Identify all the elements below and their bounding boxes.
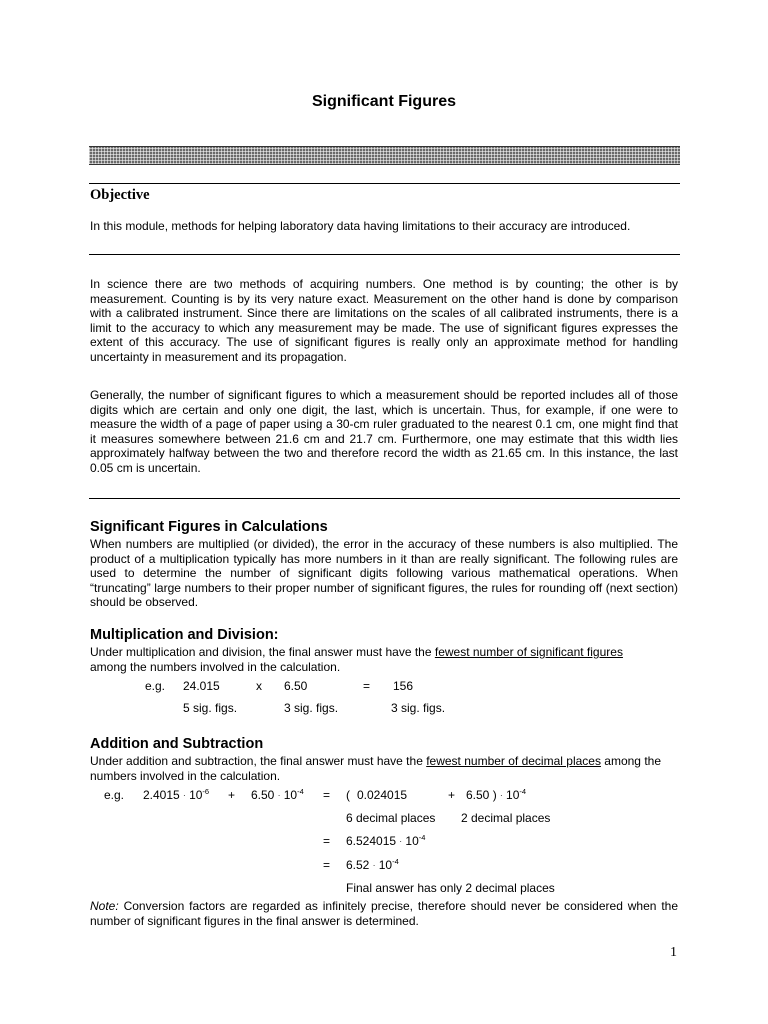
addition-heading: Addition and Subtraction [90, 736, 264, 752]
document-page: Significant Figures Objective In this module, methods for helping laboratory data having limitations to their accuracy are introduced. In science there are two methods of acquiring numbers. One method is by counting; the other is by measurement. Counting is by its very nature exact. Measurement on the other hand is done by comparison with a calibrated instrument. Since there are limitations on the scales of all calibrated instruments, there is a limit to the accuracy to which any measurement may be made. The use of significant figures expresses the extent of this accuracy. The use of significant figures is really only an approximate method for handling uncertainty in measurement and its propagation. Generally, the number of significant figures to which a measurement should be reported includes all of those digits which are certain and only one digit, the last, which is uncertain. Thus, for example, if one were to measure the width of a page of paper using a 30-cm ruler graduated to the nearest 0.1 cm, one might find that it measures somewhere between 21.6 cm and 21.7 cm. Furthermore, one may estimate that this width lies approximately halfway between the two and therefore record the width as 21.65 cm. In this instance, the last 0.05 cm is uncertain. Significant Figures in Calculations When numbers are multiplied (or divided), the error in the accuracy of these numbers is also multiplied. The product of a multiplication typically has more numbers in it than are really significant. The following rules are used to determine the number of significant digits following various mathematical operations. When “truncating” large numbers to their proper number of significant figures, the rules for rounding off (next section) should be observed. Multiplication and Division: Under multiplication and division, the final answer must have the fewest number of significant figures among the numbers involved in the calculation. e.g. 24.015 x 6.50 = 156 5 sig. figs. 3 sig. figs. 3 sig. figs. Addition and Subtraction Under addition and subtraction, the final answer must have the fewest number of decimal places among the numbers involved in the calculation. e.g. $2.4015 \cdot 10^{-6}$ + $6.50 \cdot 10^{-4}$ = ( 0.024015 + 6.50 ) · $10^{-4}$ 6 decimal places 2 decimal places = $6.524015 \cdot 10^{-4}$ = $6.52 \cdot 10^{-4}$ Final answer has only 2 decimal places Note: Conversion factors are regarded as infinitely precise, therefore should never be considered when the number of significant figures in the final answer is determined. 1 [0, 0, 768, 1024]
objective-heading: Objective [90, 187, 150, 203]
divider [89, 254, 680, 255]
addition-rule: Under addition and subtraction, the final answer must have the fewest number of decimal places among the numbers involved in the calculation. [90, 754, 661, 783]
calculations-heading: Significant Figures in Calculations [90, 519, 328, 535]
intro-paragraph-1: In science there are two methods of acquiring numbers. One method is by counting; the other is by measurement. Counting is by its very nature exact. Measurement on the other hand is done by comparison with a calibrated instrument. Since there are limitations on the scales of all calibrated instruments, there is a limit to the accuracy to which any measurement may be made. The use of significant figures expresses the extent of this accuracy. The use of significant figures is really only an approximate method for handling uncertainty in measurement and its propagation. [90, 277, 678, 364]
page-number: 1 [670, 945, 677, 960]
multiplication-rule: Under multiplication and division, the final answer must have the fewest number of significant figures among the numbers involved in the calculation. [90, 645, 623, 674]
divider [89, 498, 680, 499]
multiplication-heading: Multiplication and Division: [90, 627, 279, 643]
underlined-phrase: fewest number of decimal places [426, 754, 601, 768]
underlined-phrase: fewest number of significant figures [434, 645, 623, 659]
page-title: Significant Figures [311, 93, 456, 110]
divider [89, 183, 680, 184]
intro-paragraph-2: Generally, the number of significant figures to which a measurement should be reported includes all of those digits which are certain and only one digit, the last, which is uncertain. Thus, for example, if one were to measure the width of a page of paper using a 30-cm ruler graduated to the nearest 0.1 cm, one might find that it measures somewhere between 21.6 cm and 21.7 cm. Furthermore, one may estimate that this width lies approximately halfway between the two and therefore record the width as 21.65 cm. In this instance, the last 0.05 cm is uncertain. [90, 388, 678, 475]
calculations-text: When numbers are multiplied (or divided), the error in the accuracy of these numbers is also multiplied. The product of a multiplication typically has more numbers in it than are really significant. The following rules are used to determine the number of significant digits following various mathematical operations. When “truncating” large numbers to their proper number of significant figures, the rules for rounding off (next section) should be observed. [90, 537, 678, 610]
note-paragraph: Note: Conversion factors are regarded as infinitely precise, therefore should never be considered when the number of significant figures in the final answer is determined. [90, 899, 678, 928]
decorative-pattern-band [89, 146, 680, 165]
objective-text: In this module, methods for helping laboratory data having limitations to their accuracy are introduced. [90, 219, 631, 233]
